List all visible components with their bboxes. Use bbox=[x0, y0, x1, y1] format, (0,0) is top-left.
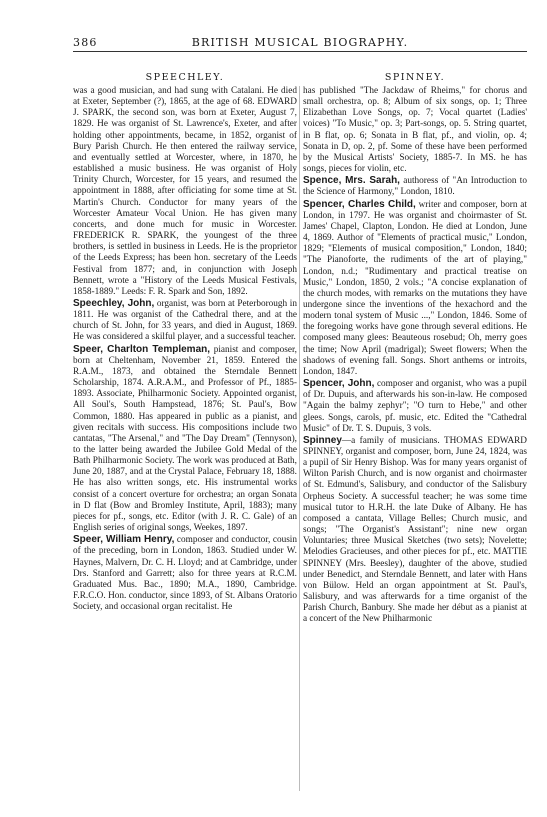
entry-headword: Spinney bbox=[303, 434, 342, 446]
header-rule bbox=[73, 51, 527, 52]
entry-headword: Spencer, John, bbox=[303, 378, 375, 390]
entry-paragraph bbox=[303, 199, 527, 379]
entry-paragraph bbox=[73, 298, 297, 344]
entry-text: organist, was born at Peterborough in 1811. He was organist of the Cathedral there, and at the church of St. John, for 33 years, and died in August, 1869. He was considered a skilful player, and a successful teacher. bbox=[73, 298, 297, 343]
entry-text: composer and conductor, cousin of the preceding, born in London, 1863. Studied under W. Haynes, Malvern, Dr. C. H. Lloyd; and at Cambridge, under Drs. Stanford and Garrett; also for three years at R.C.M. Graduated Mus. Bac., 1890; M.A., 1890, Cambridge. F.R.C.O. Hon. conductor, since 1893, of St. Albans Oratorio Society, and occasional organ recitalist. He bbox=[73, 535, 297, 613]
entry-paragraph bbox=[303, 435, 527, 626]
book-title: BRITISH MUSICAL BIOGRAPHY. bbox=[191, 36, 409, 49]
entry-text: has published "The Jackdaw of Rheims," for chorus and small orchestra, op. 8; Album of six songs, op. 1; Three Elizabethan Love Songs, op. 7; Vocal quartet (Ladies' voices) "To Music," op. 3; Part-songs, op. 5. String quartet, in B flat, op. 6; Sonata in B flat, pf., and violin, op. 4; Sonata in D, op. 2, pf. Some of these have been performed by the Musical Artists' Society, 1885-7. In MS. he has songs, pieces for violin, etc. bbox=[303, 86, 527, 175]
entry-text: pianist and composer, born at Cheltenham, November 21, 1859. Entered the R.A.M., 1873, and obtained the Sterndale Bennett Scholarship, 1874. A.R.A.M., and Professor of Pf., 1885-1893. Associate, Philharmonic Society. Appointed organist, All Soul's, South Hampstead, 1876; St. Paul's, Bow Common, 1880. Has appeared in public as a pianist, and given recitals with success. His compositions include two cantatas, "The Arsenal," and "The Day Dream" (Tennyson), to the latter being awarded the Jubilee Gold Medal of the Bath Philharmonic Society. The work was produced at Bath, June 20, 1887, and at the Crystal Palace, February 18, 1888. He has also written songs, etc. His instrumental works consist of a concert overture for orchestra; an organ Sonata in D flat (Bow and Bromley Institute, April, 1883); many pieces for pf., songs, etc. Editor (with J. R. C. Gale) of an English series of original songs, Weekes, 1897. bbox=[73, 344, 297, 534]
right-column bbox=[303, 86, 527, 626]
entry-headword: Spencer, Charles Child, bbox=[303, 198, 416, 210]
entry-headword: Speer, Charlton Templeman, bbox=[73, 343, 211, 355]
entry-paragraph bbox=[73, 344, 297, 535]
running-head bbox=[73, 36, 527, 50]
entry-paragraph bbox=[73, 534, 297, 613]
entry-paragraph bbox=[303, 86, 527, 175]
entry-text: —a family of musicians. THOMAS EDWARD SPINNEY, organist and composer, born, June 24, 1824, was a pupil of Sir Henry Bishop. Was for many years organist of Wilton Parish Church, and is now organist and choirmaster of St. Edmund's, Salisbury, and conductor of the Salisbury Orpheus Society. A successful teacher; he was some time musical tutor to H.R.H. the late Duke of Albany. He has composed a cantata, Village Belles; Church music, and songs; "The Organist's Assistant"; nine new organ Voluntaries; three Musical Sketches (two sets); Novelette; Melodies Gracieuses, and other pieces for pf., etc. MATTIE SPINNEY (Mrs. Beesley), daughter of the above, studied under Benedict, and Sterndale Bennett, and later with Hans von Bülow. Held an organ appointment at St. Paul's, Salisbury, and was afterwards for a time organist of the Parish Church, Banbury. She made her début as a pianist at a concert of the New Philharmonic bbox=[303, 435, 527, 625]
entry-text: writer and composer, born at London, in 1797. He was organist and choirmaster of St. James' Chapel, Clapton, London. He died at London, June 4, 1869. Author of "Elements of practical music," London, 1829; "Elements of musical composition," London, 1840; "The Pianoforte, the rudiments of the art of playing," London, n.d.; "Rudimentary and practical treatise on Music," London, 1850, 2 vols.; "A concise explanation of the church modes, with remarks on the mutations they have undergone since the inventions of the hexachord and the modern tonal system of Music ...," London, 1846. Some of the foregoing works have gone through several editions. He composed many glees: Beauteous rosebud; Oh, merry goes the time; Now April (madrigal); Sweet flowers; When the shadows of evening fall. Songs. Short anthems or introits, London, 1847. bbox=[303, 199, 527, 377]
left-column-heading: SPEECHLEY. bbox=[145, 72, 225, 83]
column-divider bbox=[299, 86, 300, 791]
entry-headword: Spence, Mrs. Sarah, bbox=[303, 175, 400, 187]
entry-headword: Speechley, John, bbox=[73, 297, 155, 309]
entry-text: was a good musician, and had sung with Catalani. He died at Exeter, September (?), 1865, at the age of 68. EDWARD J. SPARK, the second son, was born at Exeter, August 7, 1829. He was organist of St. Lawrence's, Exeter, and after holding other appointments, became, in 1852, organist of Bury Parish Church. He then entered the railway service, and eventually settled at Worcester, where, in 1870, he established a music business. He was organist of Holy Trinity Church, Worcester, for 15 years, and resumed the appointment in 1888, after officiating for some time at St. Martin's Church. Conductor for many years of the Worcester Amateur Vocal Union. He has given many concerts, and done much for music in Worcester. FREDERICK R. SPARK, the youngest of the three brothers, is settled in business in Leeds. He is the proprietor of the Leeds Express; has been hon. secretary of the Leeds Festival from 1877; and, in conjunction with Joseph Bennett, wrote a "History of the Leeds Musical Festivals, 1858-1889." Leeds: F. R. Spark and Son, 1892. bbox=[73, 86, 297, 297]
right-column-heading: SPINNEY. bbox=[384, 72, 446, 83]
entry-paragraph bbox=[73, 86, 297, 298]
entry-text: composer and organist, who was a pupil of Dr. Dupuis, and afterwards his son-in-law. He composed "Again the balmy zephyr"; "O turn to Hebe," and other glees. Songs, carols, pf. music, etc. Edited the "Cathedral Music" of Dr. T. S. Dupuis, 3 vols. bbox=[303, 379, 527, 434]
left-column bbox=[73, 86, 297, 613]
entry-text: authoress of "An Introduction to the Science of Harmony," London, 1810. bbox=[303, 176, 527, 198]
entry-paragraph bbox=[303, 378, 527, 435]
entry-paragraph bbox=[303, 175, 527, 198]
page-number: 386 bbox=[73, 36, 98, 49]
entry-headword: Speer, William Henry, bbox=[73, 534, 175, 546]
